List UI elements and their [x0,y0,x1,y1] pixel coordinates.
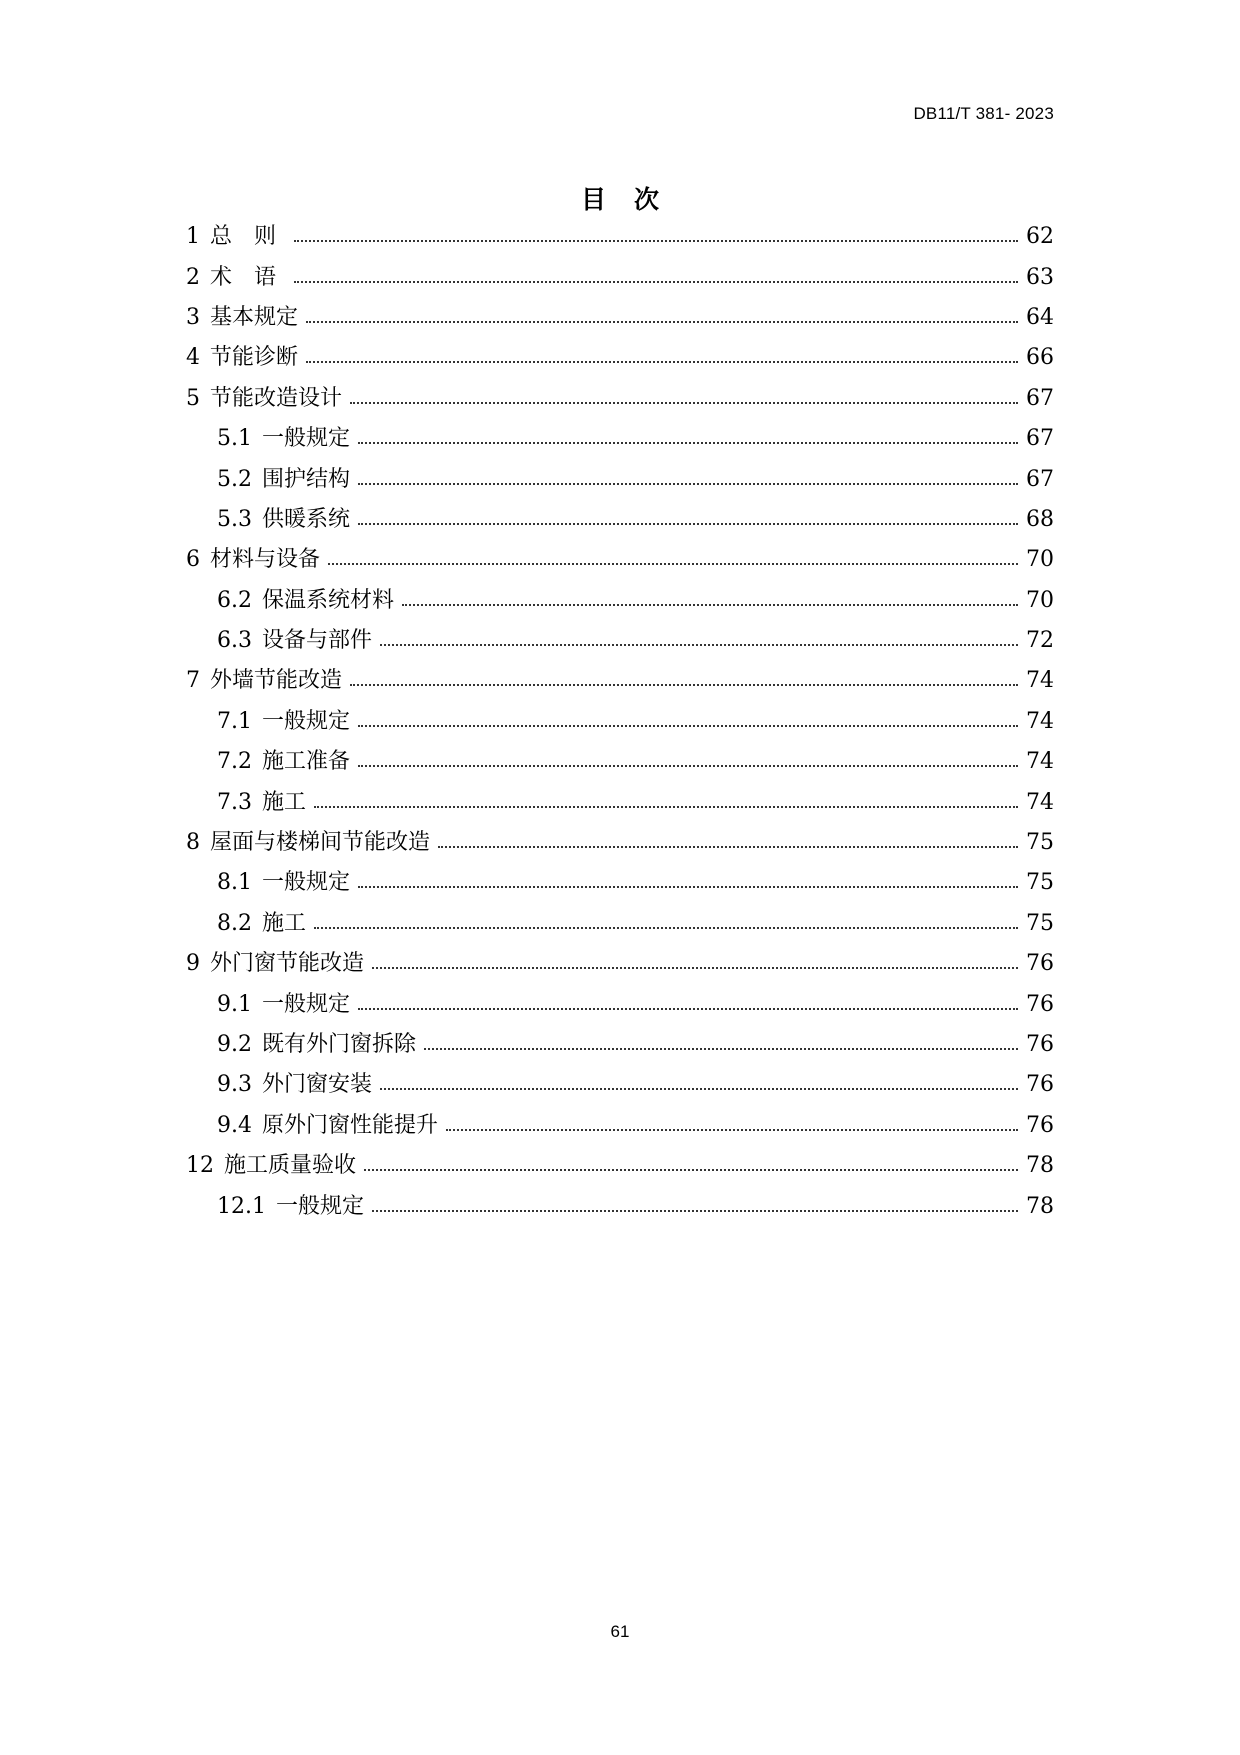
toc-entry-number: 5 [186,385,200,411]
toc-entry-page: 64 [1026,304,1054,330]
toc-entry[interactable] [186,257,1054,297]
toc-entry-page: 76 [1026,991,1054,1017]
toc-dot-leader [364,1155,1018,1177]
toc-entry-number: 6.2 [217,587,252,613]
toc-entry-page: 67 [1026,426,1054,452]
toc-entry-page: 76 [1026,1032,1054,1057]
toc-entry-number: 9.1 [217,991,252,1017]
toc-entry-label: 施工准备 [262,749,351,775]
toc-dot-leader [328,549,1018,571]
toc-entry-number: 1 [186,224,200,250]
document-code: DB11/T 381- 2023 [913,104,1054,123]
toc-entry[interactable] [186,944,1054,984]
toc-entry-number: 7.1 [217,708,252,734]
toc-entry-number: 9.4 [217,1112,252,1138]
toc-entry[interactable] [186,661,1054,701]
toc-dot-leader [402,590,1018,612]
toc-dot-leader [314,792,1018,814]
toc-entry-number: 12 [186,1153,214,1179]
toc-entry[interactable] [186,1146,1054,1186]
toc-dot-leader [358,711,1018,733]
toc-dot-leader [372,953,1018,975]
toc-entry-label: 材料与设备 [210,547,321,573]
toc-dot-leader [306,307,1018,329]
toc-dot-leader [306,347,1018,369]
toc-entry-number: 4 [186,345,200,371]
toc-entry-page: 75 [1026,910,1054,936]
toc-entry-number: 8 [186,830,200,856]
toc-entry-number: 7 [186,668,200,694]
toc-entry-page: 74 [1026,668,1054,694]
toc-entry[interactable] [186,984,1054,1024]
toc-entry-label: 屋面与楼梯间节能改造 [210,830,431,856]
toc-entry[interactable] [186,1186,1054,1226]
toc-entry-label: 一般规定 [275,1193,364,1219]
toc-dot-leader [438,832,1018,854]
toc-entry-label: 一般规定 [262,991,351,1017]
toc-entry-number: 2 [186,264,200,290]
toc-dot-leader [372,1196,1018,1218]
toc-entry[interactable] [186,621,1054,661]
toc-list [186,217,1054,1227]
toc-entry-number: 12.1 [217,1193,266,1219]
toc-dot-leader [294,267,1018,289]
toc-entry-page: 74 [1026,749,1054,775]
toc-entry[interactable] [186,459,1054,499]
toc-dot-leader [358,509,1018,531]
toc-entry-page: 67 [1026,385,1054,411]
toc-entry-number: 6 [186,547,200,573]
toc-entry[interactable] [186,1025,1054,1065]
toc-entry-label: 外门窗安装 [262,1072,373,1098]
toc-dot-leader [358,994,1018,1016]
toc-entry-page: 75 [1026,870,1054,896]
toc-dot-leader [380,630,1018,652]
toc-dot-leader [358,872,1018,894]
toc-entry[interactable] [186,1106,1054,1146]
toc-entry[interactable] [186,863,1054,903]
toc-entry-label: 围护结构 [262,466,351,492]
toc-entry[interactable] [186,581,1054,621]
toc-entry-page: 76 [1026,1072,1054,1098]
toc-entry-page: 62 [1026,224,1054,250]
toc-entry[interactable] [186,338,1054,378]
toc-entry-page: 68 [1026,506,1054,532]
toc-entry-number: 9.3 [217,1072,252,1098]
toc-entry-label: 一般规定 [262,426,351,452]
toc-entry-page: 67 [1026,466,1054,492]
toc-entry-page: 76 [1026,951,1054,977]
toc-entry-label: 基本规定 [210,304,299,330]
toc-dot-leader [314,913,1018,935]
toc-entry-number: 6.3 [217,628,252,654]
toc-entry-number: 5.2 [217,466,252,492]
toc-dot-leader [350,388,1018,410]
toc-entry[interactable] [186,217,1054,257]
toc-title [0,180,1240,216]
toc-entry-page: 78 [1026,1153,1054,1179]
toc-entry-page: 63 [1026,264,1054,290]
toc-entry-page: 66 [1026,345,1054,371]
toc-entry-number: 5.3 [217,506,252,532]
toc-entry-label: 节能改造设计 [210,385,343,411]
page-number: 61 [610,1622,630,1641]
toc-entry[interactable] [186,1065,1054,1105]
toc-dot-leader [424,1034,1018,1056]
toc-entry-number: 7.3 [217,789,252,815]
toc-dot-leader [380,1074,1018,1096]
toc-entry-label: 施工质量验收 [224,1153,357,1179]
toc-entry[interactable] [186,904,1054,944]
toc-entry[interactable] [186,702,1054,742]
toc-entry-page: 70 [1026,547,1054,573]
toc-dot-leader [350,670,1018,692]
toc-entry-page: 75 [1026,830,1054,856]
toc-entry-number: 8.1 [217,870,252,896]
toc-entry-label: 保温系统材料 [262,587,395,613]
toc-entry-page: 70 [1026,587,1054,613]
toc-entry-label: 原外门窗性能提升 [262,1112,439,1138]
toc-entry[interactable] [186,782,1054,822]
toc-entry[interactable] [186,540,1054,580]
toc-entry[interactable] [186,823,1054,863]
toc-entry-label: 总则 [210,224,299,250]
toc-dot-leader [294,226,1018,248]
toc-dot-leader [358,751,1018,773]
toc-entry-label: 节能诊断 [210,345,299,371]
toc-entry[interactable] [186,419,1054,459]
toc-entry[interactable] [186,742,1054,782]
toc-entry-number: 7.2 [217,749,252,775]
toc-entry-number: 5.1 [217,426,252,452]
toc-entry-number: 8.2 [217,910,252,936]
toc-entry-label: 既有外门窗拆除 [262,1032,417,1057]
toc-entry-label: 术语 [210,264,299,290]
toc-entry-page: 76 [1026,1112,1054,1138]
toc-entry-label: 供暖系统 [262,506,351,532]
toc-entry-page: 74 [1026,708,1054,734]
toc-dot-leader [446,1115,1018,1137]
toc-entry-label: 设备与部件 [262,628,373,654]
toc-entry-label: 外墙节能改造 [210,668,343,694]
toc-entry[interactable] [186,298,1054,338]
toc-entry-number: 3 [186,304,200,330]
toc-entry-page: 72 [1026,628,1054,654]
toc-entry-number: 9 [186,951,200,977]
toc-entry-label: 外门窗节能改造 [210,951,365,977]
toc-entry-page: 78 [1026,1193,1054,1219]
toc-dot-leader [358,428,1018,450]
toc-entry-page: 74 [1026,789,1054,815]
toc-entry[interactable] [186,500,1054,540]
toc-entry-number: 9.2 [217,1032,252,1057]
toc-entry-label: 一般规定 [262,708,351,734]
toc-entry-label: 一般规定 [262,870,351,896]
toc-title-text: 目次 [580,185,687,214]
toc-entry-label: 施工 [262,910,307,936]
toc-entry[interactable] [186,379,1054,419]
toc-entry-label: 施工 [262,789,307,815]
toc-dot-leader [358,469,1018,491]
